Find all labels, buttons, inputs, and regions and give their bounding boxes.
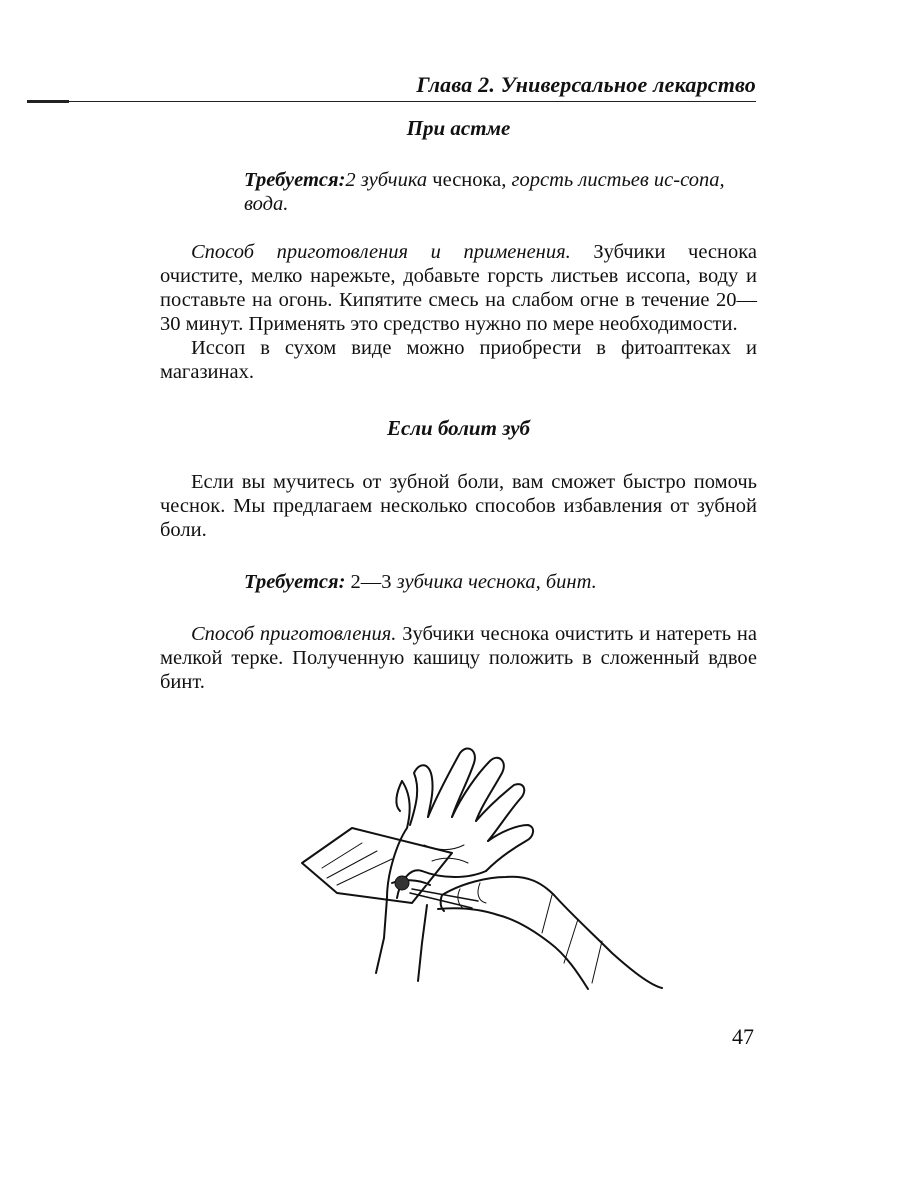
requirement-item: горсть листьев ис-сопа, вода. xyxy=(244,169,725,215)
intro-paragraph-toothache: Если вы мучитесь от зубной боли, вам сможет быстро помочь чеснок. Мы предлагаем несколько способов избавления от зубной боли. xyxy=(160,471,757,541)
requirement-label: Требуется: xyxy=(244,169,346,191)
method-label: Способ приготовления. xyxy=(191,623,397,645)
method-text: Зубчики чеснока очистите, мелко нарежьте, добавьте горсть листьев иссопа, воду и поставьте на огонь. Кипятите смесь на слабом огне в течение 20—30 минут. Применять это средство нужно по мере необходимости. xyxy=(160,241,757,335)
section-title-asthma: При астме xyxy=(406,116,511,140)
method-paragraph-asthma xyxy=(160,240,757,336)
section-title-toothache: Если болит зуб xyxy=(386,416,531,440)
requirements-toothache xyxy=(244,570,727,594)
requirement-label: Требуется: xyxy=(244,571,346,593)
method-text: Зубчики чеснока очистить и натереть на мелкой терке. Полученную кашицу положить в сложенный вдвое бинт. xyxy=(160,623,758,693)
requirement-item: 2—3 xyxy=(345,571,397,593)
method-paragraph-toothache xyxy=(160,622,757,694)
requirement-item: чеснока, xyxy=(427,169,512,191)
page-number: 47 xyxy=(732,1024,754,1049)
hand-bandage-illustration xyxy=(292,733,664,991)
requirements-asthma xyxy=(244,168,727,216)
header-rule-accent xyxy=(27,100,69,103)
header-rule xyxy=(27,101,756,102)
page-body xyxy=(160,116,757,694)
note-paragraph-asthma: Иссоп в сухом виде можно приобрести в фитоаптеках и магазинах. xyxy=(160,337,757,383)
requirement-item: 2 зубчика xyxy=(345,169,428,191)
requirement-item: зубчика чеснока, бинт. xyxy=(396,571,597,593)
running-title: Глава 2. Универсальное лекарство xyxy=(416,72,756,97)
method-label: Способ приготовления и применения. xyxy=(191,241,571,263)
